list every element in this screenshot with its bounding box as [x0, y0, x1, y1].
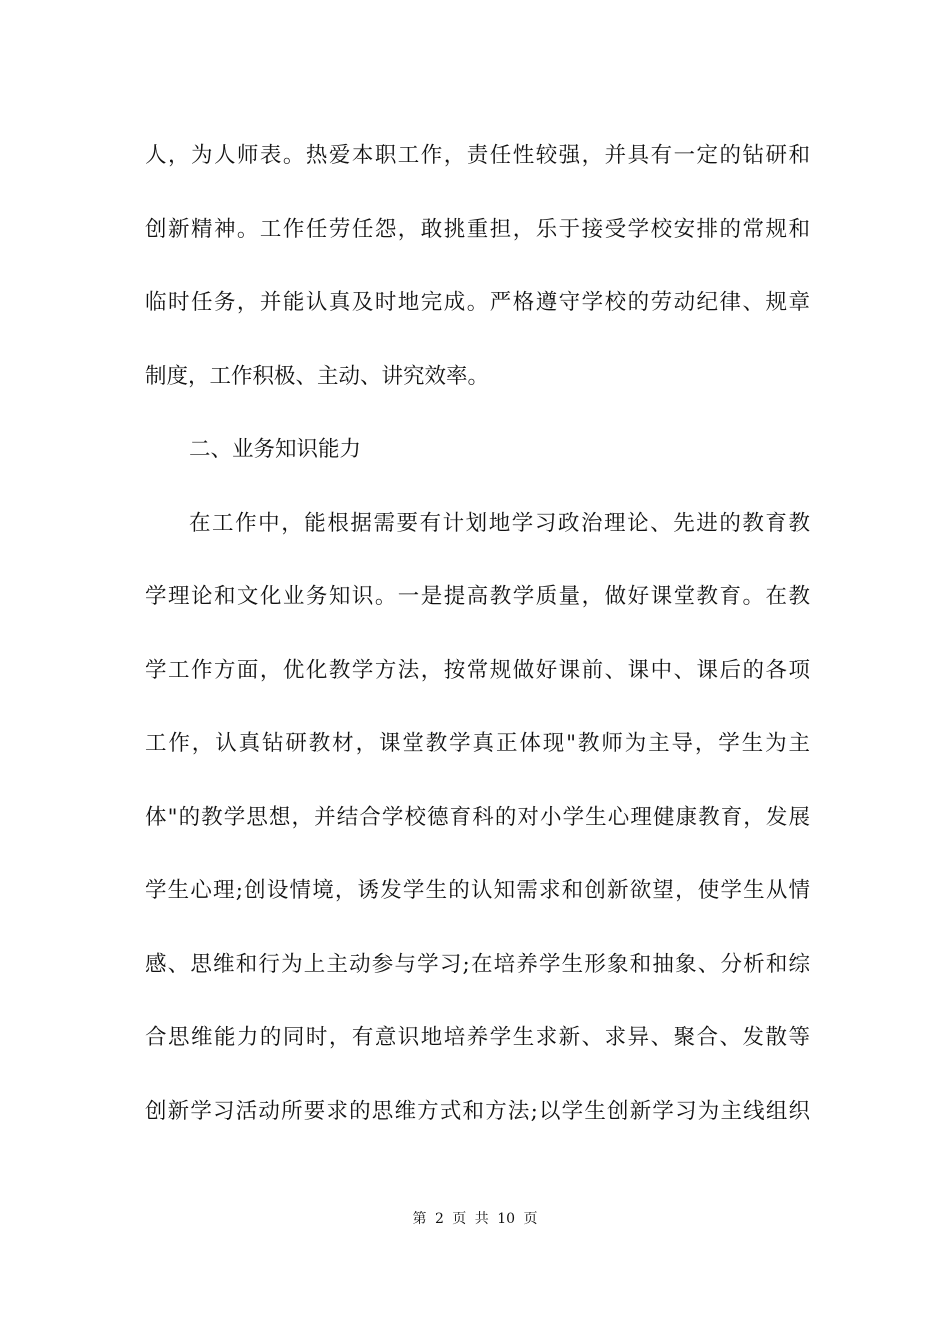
section-heading: 二、业务知识能力	[189, 437, 362, 462]
text-line: 创新学习活动所要求的思维方式和方法;以学生创新学习为主线组织	[145, 1098, 810, 1124]
text-line: 创新精神。工作任劳任怨，敢挑重担，乐于接受学校安排的常规和	[145, 216, 810, 242]
text-line: 学工作方面，优化教学方法，按常规做好课前、课中、课后的各项	[145, 657, 810, 683]
text-line: 体"的教学思想，并结合学校德育科的对小学生心理健康教育，发展	[145, 804, 810, 830]
text-line: 人，为人师表。热爱本职工作，责任性较强，并具有一定的钻研和	[145, 143, 810, 168]
text-line: 临时任务，并能认真及时地完成。严格遵守学校的劳动纪律、规章	[145, 290, 810, 315]
page-number-footer: 第 2 页 共 10 页	[412, 1211, 538, 1227]
text-line: 在工作中，能根据需要有计划地学习政治理论、先进的教育教	[189, 510, 810, 536]
text-line: 感、思维和行为上主动参与学习;在培养学生形象和抽象、分析和综	[145, 951, 810, 977]
text-line: 制度，工作积极、主动、讲究效率。	[145, 363, 490, 389]
text-line: 学生心理;创设情境，诱发学生的认知需求和创新欲望，使学生从情	[145, 878, 810, 903]
body-text	[145, 126, 810, 1155]
text-line: 工作，认真钻研教材，课堂教学真正体现"教师为主导，学生为主	[145, 731, 810, 756]
text-line: 合思维能力的同时，有意识地培养学生求新、求异、聚合、发散等	[145, 1025, 810, 1050]
text-line: 学理论和文化业务知识。一是提高教学质量，做好课堂教育。在教	[145, 584, 810, 609]
